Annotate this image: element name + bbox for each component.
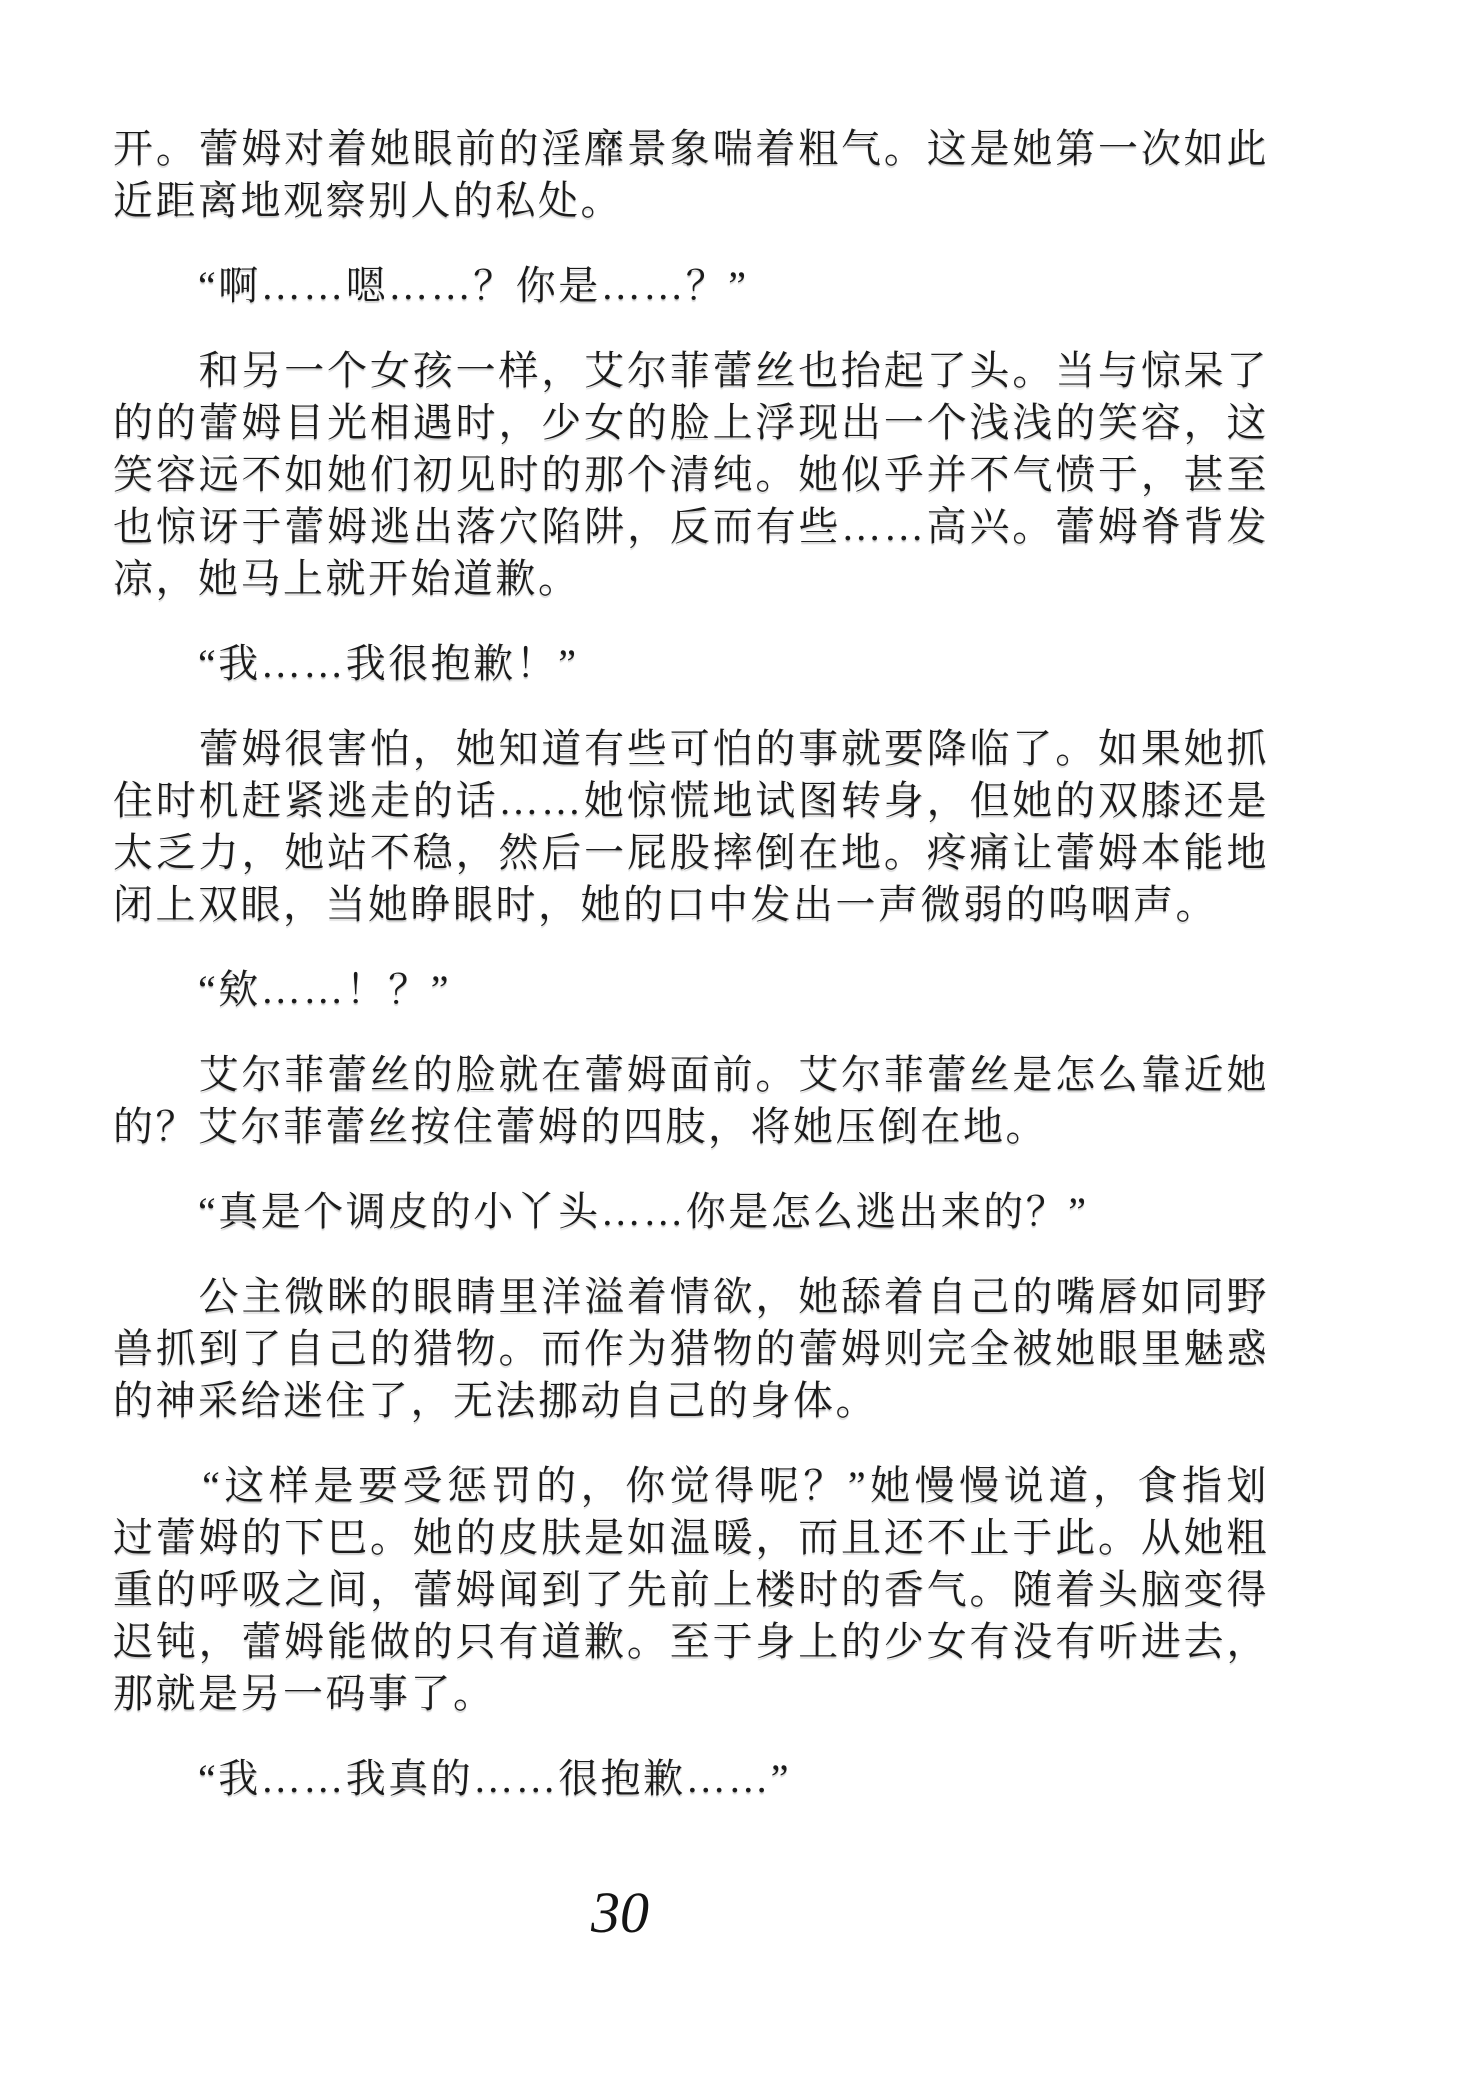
page-number: 30 [591,1880,649,1945]
text-line: 蕾姆很害怕，她知道有些可怕的事就要降临了。如果她抓 [113,726,1269,771]
text-line: 的的蕾姆目光相遇时，少女的脸上浮现出一个浅浅的笑容，这 [113,400,1269,445]
body-text [113,123,1269,1838]
text-line: 住时机赶紧逃走的话……她惊慌地试图转身，但她的双膝还是 [113,778,1269,823]
text-line: 近距离地观察别人的私处。 [113,178,623,223]
text-line: 那就是另一码事了。 [113,1671,496,1716]
text-line: 闭上双眼，当她睁眼时，她的口中发出一声微弱的呜咽声。 [113,882,1218,927]
paragraph-block [113,723,1269,931]
text-line: “这样是要受惩罚的，你觉得呢？”她慢慢说道，食指划 [113,1463,1269,1508]
text-line: 兽抓到了自己的猎物。而作为猎物的蕾姆则完全被她眼里魅惑 [113,1326,1269,1371]
text-line: “欸……！？” [113,967,452,1012]
text-line: 的？艾尔菲蕾丝按住蕾姆的四肢，将她压倒在地。 [113,1104,1048,1149]
text-line: 笑容远不如她们初见时的那个清纯。她似乎并不气愤于，甚至 [113,452,1269,497]
paragraph-block [113,1271,1269,1427]
text-line: 的神采给迷住了，无法挪动自己的身体。 [113,1378,878,1423]
dialogue-block [113,964,1269,1016]
text-line: 迟钝，蕾姆能做的只有道歉。至于身上的少女有没有听进去， [113,1619,1269,1664]
text-line: 凉，她马上就开始道歉。 [113,556,581,601]
dialogue-block [113,1186,1269,1238]
dialogue-block [113,638,1269,690]
text-line: “我……我真的……很抱歉……” [113,1756,792,1801]
text-line: 过蕾姆的下巴。她的皮肤是如温暖，而且还不止于此。从她粗 [113,1515,1269,1560]
text-line: “啊……嗯……？你是……？” [113,263,749,308]
text-line: 也惊讶于蕾姆逃出落穴陷阱，反而有些……高兴。蕾姆脊背发 [113,504,1269,549]
text-line: 开。蕾姆对着她眼前的淫靡景象喘着粗气。这是她第一次如此 [113,126,1269,171]
dialogue-block [113,1753,1269,1805]
text-line: 艾尔菲蕾丝的脸就在蕾姆面前。艾尔菲蕾丝是怎么靠近她 [113,1052,1269,1097]
paragraph-block [113,1460,1269,1720]
text-line: 和另一个女孩一样，艾尔菲蕾丝也抬起了头。当与惊呆了 [113,348,1269,393]
text-line: 重的呼吸之间，蕾姆闻到了先前上楼时的香气。随着头脑变得 [113,1567,1269,1612]
paragraph-block [113,123,1269,227]
text-line: 太乏力，她站不稳，然后一屁股摔倒在地。疼痛让蕾姆本能地 [113,830,1269,875]
text-line: 公主微眯的眼睛里洋溢着情欲，她舔着自己的嘴唇如同野 [113,1274,1269,1319]
paragraph-block [113,345,1269,605]
paragraph-block [113,1049,1269,1153]
dialogue-block [113,260,1269,312]
text-line: “真是个调皮的小丫头……你是怎么逃出来的？” [113,1189,1089,1234]
text-line: “我……我很抱歉！” [113,641,579,686]
